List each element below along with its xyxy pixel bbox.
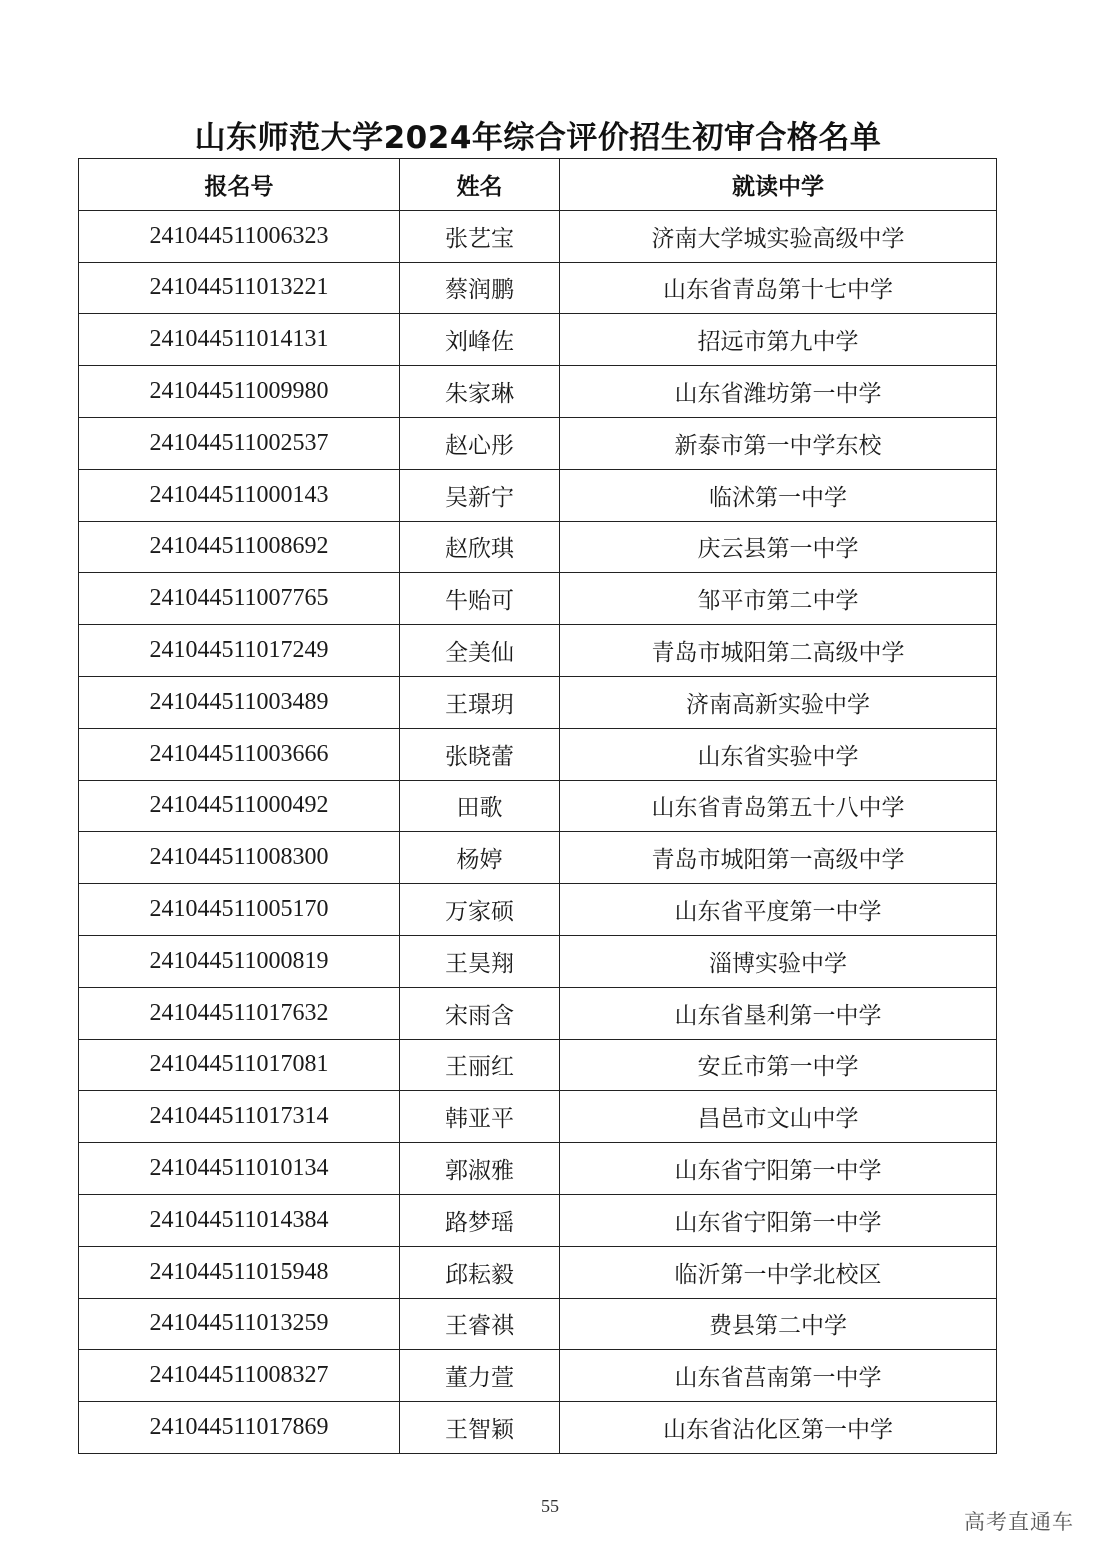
table-row bbox=[79, 832, 997, 884]
table-row bbox=[79, 935, 997, 987]
cell-school: 青岛市城阳第一高级中学 bbox=[560, 832, 997, 884]
cell-registration-number: 241044511008300 bbox=[79, 832, 400, 884]
cell-registration-number: 241044511008692 bbox=[79, 521, 400, 573]
page-number: 55 bbox=[541, 1496, 559, 1516]
cell-student-name: 王丽红 bbox=[400, 1039, 560, 1091]
admission-roster-table bbox=[78, 158, 997, 1454]
cell-school: 淄博实验中学 bbox=[560, 935, 997, 987]
table-row bbox=[79, 987, 997, 1039]
cell-school: 庆云县第一中学 bbox=[560, 521, 997, 573]
cell-school: 济南高新实验中学 bbox=[560, 676, 997, 728]
table-row bbox=[79, 262, 997, 314]
table-body bbox=[79, 210, 997, 1453]
cell-registration-number: 241044511009980 bbox=[79, 366, 400, 418]
cell-student-name: 杨婷 bbox=[400, 832, 560, 884]
cell-registration-number: 241044511010134 bbox=[79, 1143, 400, 1195]
watermark-logo-text: 高考直通车 bbox=[964, 1510, 1074, 1534]
cell-student-name: 邱耘毅 bbox=[400, 1246, 560, 1298]
header-school: 就读中学 bbox=[560, 159, 997, 211]
table-row bbox=[79, 573, 997, 625]
cell-student-name: 路梦瑶 bbox=[400, 1194, 560, 1246]
table-row bbox=[79, 1091, 997, 1143]
cell-school: 济南大学城实验高级中学 bbox=[560, 210, 997, 262]
cell-student-name: 郭淑雅 bbox=[400, 1143, 560, 1195]
cell-registration-number: 241044511017632 bbox=[79, 987, 400, 1039]
cell-school: 山东省莒南第一中学 bbox=[560, 1350, 997, 1402]
cell-student-name: 宋雨含 bbox=[400, 987, 560, 1039]
table-row bbox=[79, 1402, 997, 1454]
cell-school: 山东省宁阳第一中学 bbox=[560, 1143, 997, 1195]
cell-registration-number: 241044511017081 bbox=[79, 1039, 400, 1091]
cell-school: 临沭第一中学 bbox=[560, 469, 997, 521]
cell-student-name: 蔡润鹏 bbox=[400, 262, 560, 314]
cell-school: 山东省平度第一中学 bbox=[560, 884, 997, 936]
cell-student-name: 张晓蕾 bbox=[400, 728, 560, 780]
cell-school: 山东省实验中学 bbox=[560, 728, 997, 780]
cell-student-name: 田歌 bbox=[400, 780, 560, 832]
cell-registration-number: 241044511017314 bbox=[79, 1091, 400, 1143]
cell-registration-number: 241044511017869 bbox=[79, 1402, 400, 1454]
cell-registration-number: 241044511017249 bbox=[79, 625, 400, 677]
table-header-row bbox=[79, 159, 997, 211]
cell-registration-number: 241044511015948 bbox=[79, 1246, 400, 1298]
cell-school: 山东省沾化区第一中学 bbox=[560, 1402, 997, 1454]
cell-school: 山东省宁阳第一中学 bbox=[560, 1194, 997, 1246]
table-row bbox=[79, 1350, 997, 1402]
cell-registration-number: 241044511000143 bbox=[79, 469, 400, 521]
cell-school: 安丘市第一中学 bbox=[560, 1039, 997, 1091]
cell-registration-number: 241044511005170 bbox=[79, 884, 400, 936]
table-row bbox=[79, 1143, 997, 1195]
cell-student-name: 赵欣琪 bbox=[400, 521, 560, 573]
cell-student-name: 王昊翔 bbox=[400, 935, 560, 987]
cell-school: 招远市第九中学 bbox=[560, 314, 997, 366]
table-row bbox=[79, 469, 997, 521]
document-title: 山东师范大学2024年综合评价招生初审合格名单 bbox=[194, 120, 882, 156]
cell-registration-number: 241044511014384 bbox=[79, 1194, 400, 1246]
cell-registration-number: 241044511008327 bbox=[79, 1350, 400, 1402]
cell-student-name: 赵心彤 bbox=[400, 417, 560, 469]
cell-registration-number: 241044511003489 bbox=[79, 676, 400, 728]
table-row bbox=[79, 625, 997, 677]
cell-registration-number: 241044511000819 bbox=[79, 935, 400, 987]
cell-school: 费县第二中学 bbox=[560, 1298, 997, 1350]
cell-registration-number: 241044511006323 bbox=[79, 210, 400, 262]
cell-student-name: 吴新宁 bbox=[400, 469, 560, 521]
table-row bbox=[79, 366, 997, 418]
cell-registration-number: 241044511007765 bbox=[79, 573, 400, 625]
cell-student-name: 牛贻可 bbox=[400, 573, 560, 625]
cell-registration-number: 241044511013221 bbox=[79, 262, 400, 314]
cell-registration-number: 241044511002537 bbox=[79, 417, 400, 469]
table-row bbox=[79, 1039, 997, 1091]
cell-registration-number: 241044511013259 bbox=[79, 1298, 400, 1350]
cell-school: 山东省青岛第五十八中学 bbox=[560, 780, 997, 832]
table-row bbox=[79, 314, 997, 366]
cell-school: 山东省青岛第十七中学 bbox=[560, 262, 997, 314]
cell-student-name: 全美仙 bbox=[400, 625, 560, 677]
cell-student-name: 董力萱 bbox=[400, 1350, 560, 1402]
cell-student-name: 王睿祺 bbox=[400, 1298, 560, 1350]
table-row bbox=[79, 521, 997, 573]
cell-student-name: 王璟玥 bbox=[400, 676, 560, 728]
cell-registration-number: 241044511000492 bbox=[79, 780, 400, 832]
cell-registration-number: 241044511014131 bbox=[79, 314, 400, 366]
header-registration-number: 报名号 bbox=[79, 159, 400, 211]
header-name: 姓名 bbox=[400, 159, 560, 211]
cell-student-name: 刘峰佐 bbox=[400, 314, 560, 366]
cell-school: 青岛市城阳第二高级中学 bbox=[560, 625, 997, 677]
table-row bbox=[79, 676, 997, 728]
cell-student-name: 张艺宝 bbox=[400, 210, 560, 262]
table-row bbox=[79, 417, 997, 469]
table-row bbox=[79, 728, 997, 780]
cell-school: 昌邑市文山中学 bbox=[560, 1091, 997, 1143]
table-row bbox=[79, 780, 997, 832]
cell-school: 山东省潍坊第一中学 bbox=[560, 366, 997, 418]
table-row bbox=[79, 884, 997, 936]
cell-school: 新泰市第一中学东校 bbox=[560, 417, 997, 469]
table-row bbox=[79, 1194, 997, 1246]
table-row bbox=[79, 1298, 997, 1350]
cell-school: 临沂第一中学北校区 bbox=[560, 1246, 997, 1298]
cell-school: 邹平市第二中学 bbox=[560, 573, 997, 625]
cell-student-name: 王智颖 bbox=[400, 1402, 560, 1454]
cell-registration-number: 241044511003666 bbox=[79, 728, 400, 780]
cell-student-name: 万家硕 bbox=[400, 884, 560, 936]
cell-school: 山东省垦利第一中学 bbox=[560, 987, 997, 1039]
cell-student-name: 朱家琳 bbox=[400, 366, 560, 418]
table-row bbox=[79, 210, 997, 262]
cell-student-name: 韩亚平 bbox=[400, 1091, 560, 1143]
table-row bbox=[79, 1246, 997, 1298]
